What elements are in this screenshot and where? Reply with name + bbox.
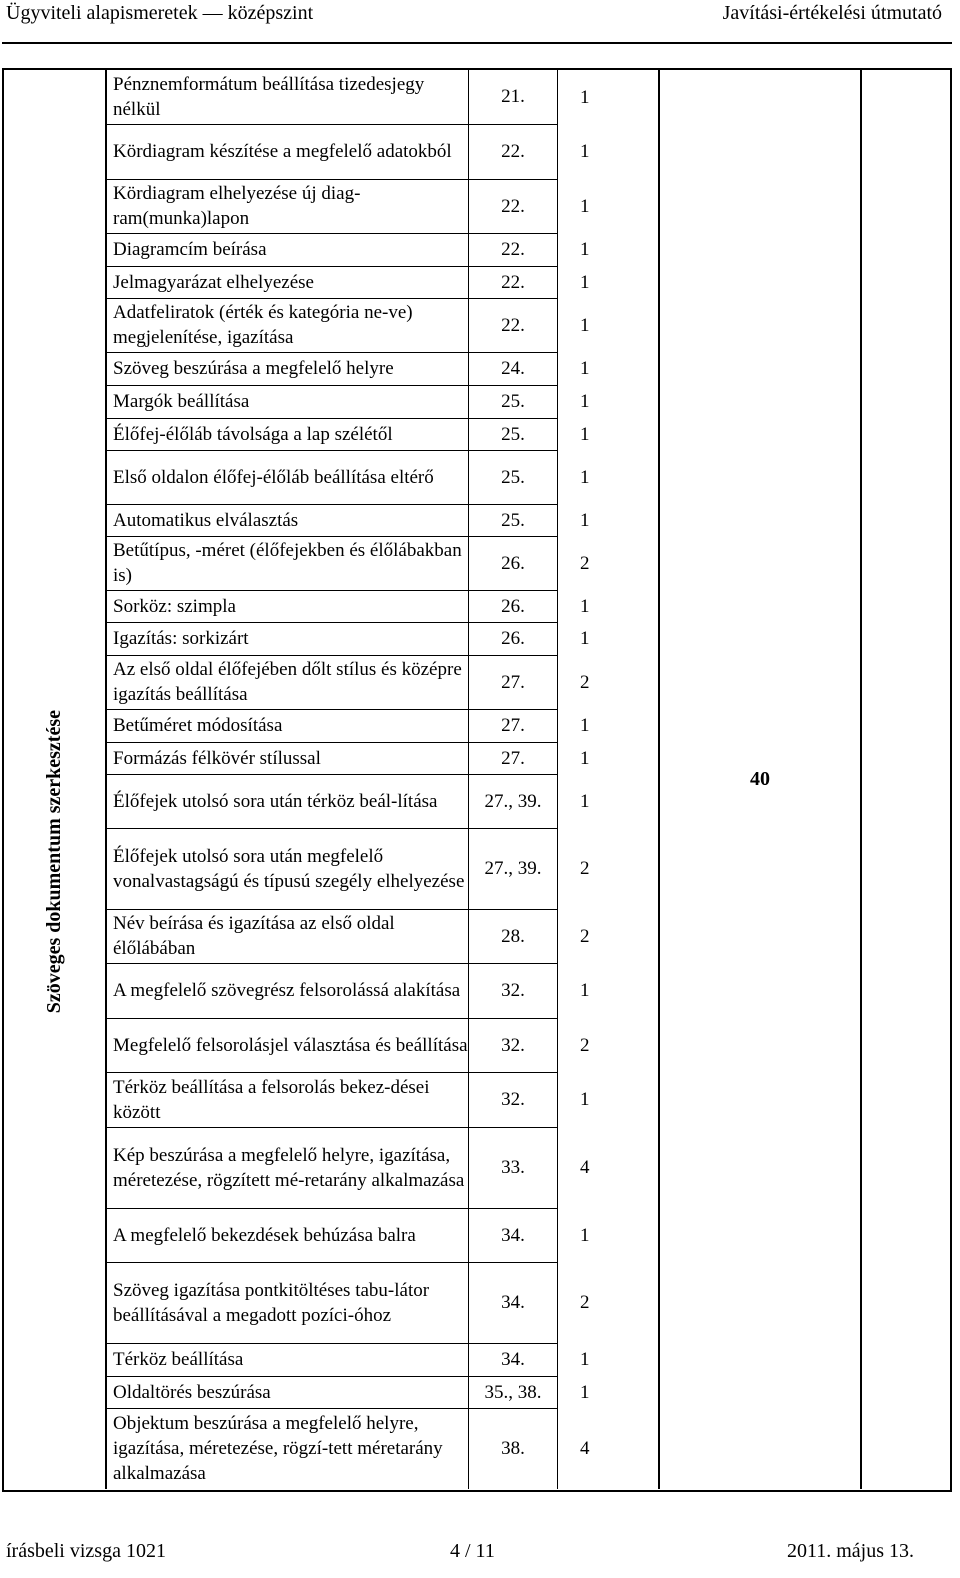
- criterion-points: 1: [558, 742, 660, 774]
- criterion-description: Margók beállítása: [106, 385, 469, 418]
- criterion-description: Pénznemformátum beállítása tizedesjegy nélkül: [106, 70, 469, 124]
- task-number: 34.: [469, 1343, 558, 1376]
- criterion-points: 1: [558, 709, 660, 742]
- task-number: 26.: [469, 622, 558, 655]
- criterion-description: Objektum beszúrása a megfelelő helyre, igazítása, méretezése, rögzí-tett méretarány alkalmazása: [106, 1408, 469, 1489]
- criterion-points: 1: [558, 504, 660, 536]
- task-number: 38.: [469, 1408, 558, 1489]
- criterion-description: Automatikus elválasztás: [106, 504, 469, 536]
- criterion-points: 2: [558, 909, 660, 963]
- criterion-points: 1: [558, 298, 660, 352]
- task-number: 27.: [469, 709, 558, 742]
- criterion-description: Oldaltörés beszúrása: [106, 1376, 469, 1408]
- criterion-description: Kördiagram elhelyezése új diag-ram(munka)lapon: [106, 179, 469, 233]
- criterion-points: 1: [558, 70, 660, 124]
- criterion-description: Élőfej-élőláb távolsága a lap szélétől: [106, 418, 469, 450]
- task-number: 33.: [469, 1127, 558, 1208]
- criterion-description: Kördiagram készítése a megfelelő adatokból: [106, 124, 469, 179]
- task-number: 21.: [469, 70, 558, 124]
- task-number: 22.: [469, 179, 558, 233]
- criterion-description: Szöveg beszúrása a megfelelő helyre: [106, 352, 469, 385]
- criterion-description: Szöveg igazítása pontkitöltéses tabu-látor beállításával a megadott pozíci-óhoz: [106, 1262, 469, 1343]
- task-number: 25.: [469, 418, 558, 450]
- task-number: 26.: [469, 590, 558, 622]
- criterion-description: Jelmagyarázat elhelyezése: [106, 266, 469, 298]
- footer-exam-code: írásbeli vizsga 1021: [6, 1540, 166, 1562]
- task-number: 34.: [469, 1262, 558, 1343]
- criterion-description: Igazítás: sorkizárt: [106, 622, 469, 655]
- criterion-points: 1: [558, 233, 660, 266]
- task-number: 22.: [469, 298, 558, 352]
- criterion-points: 1: [558, 179, 660, 233]
- criterion-points: 1: [558, 774, 660, 828]
- task-number: 22.: [469, 266, 558, 298]
- criterion-description: Diagramcím beírása: [106, 233, 469, 266]
- criterion-description: A megfelelő bekezdések behúzása balra: [106, 1208, 469, 1262]
- task-number: 27.: [469, 742, 558, 774]
- task-number: 27., 39.: [469, 774, 558, 828]
- scoring-table-frame: [2, 68, 952, 1492]
- criterion-points: 1: [558, 352, 660, 385]
- criterion-points: 4: [558, 1408, 660, 1489]
- table-row: [4, 70, 950, 124]
- criterion-points: 1: [558, 266, 660, 298]
- criterion-description: Kép beszúrása a megfelelő helyre, igazítása, méretezése, rögzített mé-retarány alkalmazása: [106, 1127, 469, 1208]
- task-number: 32.: [469, 1072, 558, 1127]
- criterion-points: 1: [558, 963, 660, 1018]
- criterion-points: 1: [558, 1072, 660, 1127]
- criterion-points: 4: [558, 1127, 660, 1208]
- footer-page-number: 4 / 11: [450, 1540, 495, 1562]
- task-number: 25.: [469, 385, 558, 418]
- criterion-points: 2: [558, 536, 660, 590]
- task-number: 22.: [469, 233, 558, 266]
- criterion-description: Élőfejek utolsó sora után megfelelő vonalvastagságú és típusú szegély elhelyezése: [106, 828, 469, 909]
- task-number: 26.: [469, 536, 558, 590]
- criterion-description: Az első oldal élőfejében dőlt stílus és középre igazítás beállítása: [106, 655, 469, 709]
- criterion-points: 1: [558, 590, 660, 622]
- criterion-points: 1: [558, 124, 660, 179]
- criterion-description: Első oldalon élőfej-élőláb beállítása eltérő: [106, 450, 469, 504]
- criterion-points: 1: [558, 385, 660, 418]
- criterion-points: 2: [558, 1262, 660, 1343]
- task-number: 32.: [469, 963, 558, 1018]
- task-number: 25.: [469, 450, 558, 504]
- scoring-table: [4, 70, 950, 1489]
- achieved-points-cell: [861, 70, 950, 1489]
- criterion-description: Sorköz: szimpla: [106, 590, 469, 622]
- criterion-description: Térköz beállítása: [106, 1343, 469, 1376]
- task-number: 28.: [469, 909, 558, 963]
- section-cell: [4, 70, 106, 1489]
- criterion-description: Név beírása és igazítása az első oldal élőlábában: [106, 909, 469, 963]
- criterion-description: Térköz beállítása a felsorolás bekez-dései között: [106, 1072, 469, 1127]
- task-number: 22.: [469, 124, 558, 179]
- criterion-points: 1: [558, 418, 660, 450]
- criterion-description: A megfelelő szövegrész felsorolássá alakítása: [106, 963, 469, 1018]
- criterion-points: 2: [558, 655, 660, 709]
- criterion-description: Betűméret módosítása: [106, 709, 469, 742]
- criterion-description: Megfelelő felsorolásjel választása és beállítása: [106, 1018, 469, 1072]
- criterion-description: Betűtípus, -méret (élőfejekben és élőlábakban is): [106, 536, 469, 590]
- criterion-description: Élőfejek utolsó sora után térköz beál-lítása: [106, 774, 469, 828]
- task-number: 35., 38.: [469, 1376, 558, 1408]
- criterion-description: Adatfeliratok (érték és kategória ne-ve) megjelenítése, igazítása: [106, 298, 469, 352]
- task-number: 27., 39.: [469, 828, 558, 909]
- page-header: [0, 0, 960, 28]
- task-number: 24.: [469, 352, 558, 385]
- criterion-points: 1: [558, 1376, 660, 1408]
- section-total-points: 40: [659, 70, 861, 1489]
- footer-date: 2011. május 13.: [786, 1540, 914, 1562]
- section-title: Szöveges dokumentum szerkesztése: [43, 710, 65, 1014]
- task-number: 32.: [469, 1018, 558, 1072]
- task-number: 25.: [469, 504, 558, 536]
- criterion-points: 1: [558, 450, 660, 504]
- criterion-points: 1: [558, 1343, 660, 1376]
- header-subject: Ügyviteli alapismeretek — középszint: [6, 2, 314, 24]
- criterion-points: 2: [558, 1018, 660, 1072]
- header-doc-type: Javítási-értékelési útmutató: [722, 2, 942, 24]
- task-number: 27.: [469, 655, 558, 709]
- criterion-points: 1: [558, 622, 660, 655]
- task-number: 34.: [469, 1208, 558, 1262]
- criterion-points: 1: [558, 1208, 660, 1262]
- criterion-description: Formázás félkövér stílussal: [106, 742, 469, 774]
- criterion-points: 2: [558, 828, 660, 909]
- header-rule: [2, 42, 952, 44]
